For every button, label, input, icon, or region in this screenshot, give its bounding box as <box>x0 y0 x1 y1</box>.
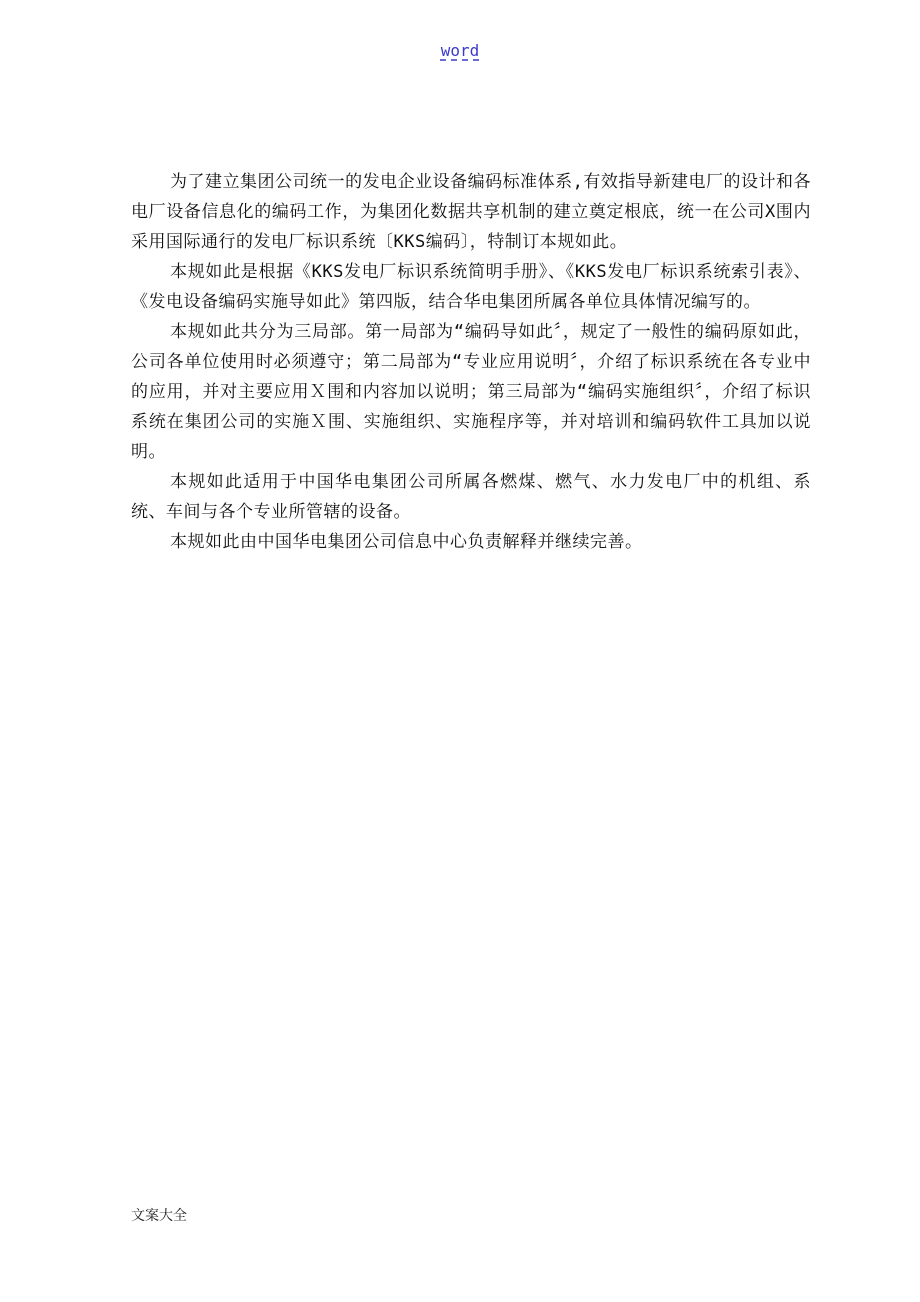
document-body <box>131 167 811 557</box>
paragraph-purpose: 为了建立集团公司统一的发电企业设备编码标准体系,有效指导新建电厂的设计和各电厂设备信息化的编码工作，为集团化数据共享机制的建立奠定根底，统一在公司X围内采用国际通行的发电厂标识系统〔KKS编码〕，特制订本规如此。 <box>131 172 811 252</box>
word-link[interactable]: word <box>440 41 480 60</box>
paragraph-interpretation: 本规如此由中国华电集团公司信息中心负责解释并继续完善。 <box>170 532 643 552</box>
paragraph-basis: 本规如此是根据《KKS发电厂标识系统简明手册》、《KKS发电厂标识系统索引表》、《发电设备编码实施导如此》第四版，结合华电集团所属各单位具体情况编写的。 <box>131 262 811 312</box>
paragraph-scope: 本规如此适用于中国华电集团公司所属各燃煤、燃气、水力发电厂中的机组、系统、车间与各个专业所管辖的设备。 <box>131 472 811 522</box>
paragraph-structure: 本规如此共分为三局部。第一局部为“编码导如此〞，规定了一般性的编码原如此，公司各单位使用时必须遵守；第二局部为“专业应用说明〞，介绍了标识系统在各专业中的应用，并对主要应用Ｘ围和内容加以说明；第三局部为“编码实施组织〞，介绍了标识系统在集团公司的实施Ｘ围、实施组织、实施程序等，并对培训和编码软件工具加以说明。 <box>131 322 811 462</box>
page-footer: 文案大全 <box>131 1208 187 1224</box>
page-header <box>0 40 920 62</box>
